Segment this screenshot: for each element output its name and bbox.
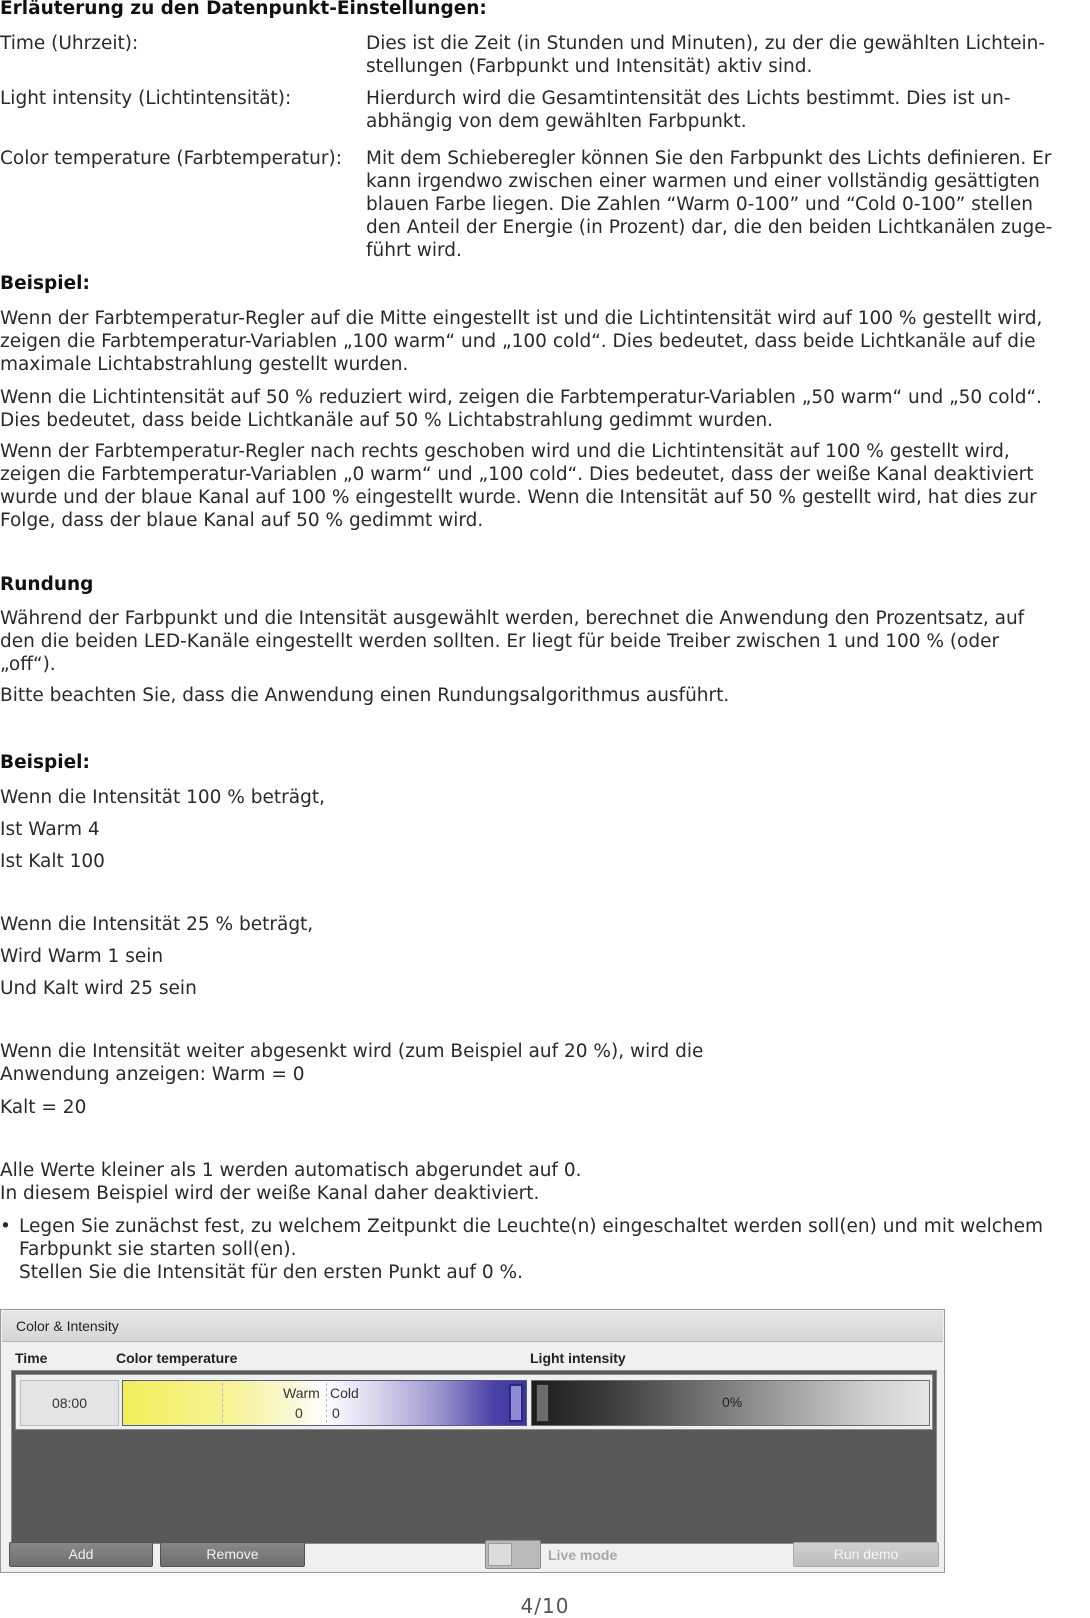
definition-line: Hierdurch wird die Gesamtintensität des Lichts bestimmt. Dies ist un- xyxy=(366,88,1011,109)
definition-line: abhängig von dem gewählten Farbpunkt. xyxy=(366,111,747,132)
gridline xyxy=(425,1383,426,1423)
color-temperature-slider[interactable] xyxy=(122,1380,527,1426)
cold-label: Cold xyxy=(330,1385,359,1401)
column-header-light-intensity: Light intensity xyxy=(530,1350,626,1366)
example2-line: Wenn die Intensität 100 % beträgt, xyxy=(0,787,325,808)
paragraph-line: Wenn die Lichtintensität auf 50 % reduziert wird, zeigen die Farbtemperatur-Variablen „50 warm“ und „50 cold“. xyxy=(0,387,1042,408)
paragraph-line: Folge, dass der blaue Kanal auf 50 % gedimmt wird. xyxy=(0,510,484,531)
page-number: 4/10 xyxy=(520,1594,570,1618)
light-intensity-handle[interactable] xyxy=(536,1384,549,1422)
gridline xyxy=(222,1383,223,1423)
term-color-temperature: Color temperature (Farbtemperatur): xyxy=(0,148,342,169)
cold-value: 0 xyxy=(332,1405,340,1421)
definition-line: kann irgendwo zwischen einer warmen und einer vollständig gesättigten xyxy=(366,171,1040,192)
instruction-bullet xyxy=(0,1215,1090,1287)
definition-line: den Anteil der Energie (in Prozent) dar, die den beiden Lichtkanälen zuge- xyxy=(366,217,1053,238)
example2-line: Alle Werte kleiner als 1 werden automatisch abgerundet auf 0. xyxy=(0,1160,582,1181)
live-mode-toggle[interactable] xyxy=(485,1540,541,1569)
datapoint-list xyxy=(11,1370,937,1544)
paragraph-line: maximale Lichtabstrahlung gestellt wurden. xyxy=(0,354,409,375)
bullet-text xyxy=(19,1215,1089,1284)
example-paragraph xyxy=(0,307,1090,376)
light-intensity-slider[interactable] xyxy=(531,1380,930,1426)
example2-line: Anwendung anzeigen: Warm = 0 xyxy=(0,1064,305,1085)
column-header-color-temperature: Color temperature xyxy=(116,1350,238,1366)
datapoint-row[interactable] xyxy=(15,1374,933,1430)
paragraph-line: zeigen die Farbtemperatur-Variablen „100 warm“ und „100 cold“. Dies bedeutet, dass beide Lichtkanäle auf die xyxy=(0,331,1036,352)
panel-title: Color & Intensity xyxy=(16,1318,119,1334)
example2-line: Wird Warm 1 sein xyxy=(0,946,164,967)
bullet-line: Farbpunkt sie starten soll(en). xyxy=(19,1239,297,1260)
example2-line: Wenn die Intensität weiter abgesenkt wird (zum Beispiel auf 20 %), wird die xyxy=(0,1041,704,1062)
panel-titlebar xyxy=(2,1311,943,1342)
definition-color-temperature xyxy=(366,147,1090,262)
paragraph-line: wurde und der blaue Kanal auf 100 % eingestellt wurde. Wenn die Intensität auf 50 % gestellt wird, hat dies zur xyxy=(0,487,1037,508)
definition-line: führt wird. xyxy=(366,240,462,261)
live-mode-label: Live mode xyxy=(548,1547,618,1563)
example-paragraph xyxy=(0,386,1090,432)
example-heading: Beispiel: xyxy=(0,273,90,294)
example2-heading: Beispiel: xyxy=(0,752,90,773)
definition-line: stellungen (Farbpunkt und Intensität) aktiv sind. xyxy=(366,56,813,77)
rounding-paragraph xyxy=(0,607,1090,676)
settings-heading: Erläuterung zu den Datenpunkt-Einstellungen: xyxy=(0,0,487,19)
warm-value: 0 xyxy=(295,1405,303,1421)
example2-line: Ist Kalt 100 xyxy=(0,851,105,872)
definition-light-intensity xyxy=(366,87,1090,133)
remove-button[interactable]: Remove xyxy=(160,1542,305,1567)
intensity-value: 0% xyxy=(722,1394,743,1410)
gridline xyxy=(326,1383,327,1423)
paragraph-line: Während der Farbpunkt und die Intensität ausgewählt werden, berechnet die Anwendung den Prozentsatz, auf xyxy=(0,608,1025,629)
example2-line: In diesem Beispiel wird der weiße Kanal daher deaktiviert. xyxy=(0,1183,540,1204)
paragraph-line: „off“). xyxy=(0,654,56,675)
add-button[interactable]: Add xyxy=(9,1542,153,1567)
term-light-intensity: Light intensity (Lichtintensität): xyxy=(0,88,292,109)
bullet-line: Stellen Sie die Intensität für den ersten Punkt auf 0 %. xyxy=(19,1262,523,1283)
definition-time xyxy=(366,32,1090,78)
example-paragraph xyxy=(0,440,1090,532)
bullet-line: Legen Sie zunächst fest, zu welchem Zeitpunkt die Leuchte(n) eingeschaltet werden soll(en) und mit welchem xyxy=(19,1216,1044,1237)
definition-line: Mit dem Schieberegler können Sie den Farbpunkt des Lichts definieren. Er xyxy=(366,148,1052,169)
time-field[interactable]: 08:00 xyxy=(20,1380,119,1426)
example2-line: Wenn die Intensität 25 % beträgt, xyxy=(0,914,314,935)
example2-line: Kalt = 20 xyxy=(0,1097,87,1118)
rounding-heading: Rundung xyxy=(0,574,94,595)
example2-line: Ist Warm 4 xyxy=(0,819,100,840)
paragraph-line: Wenn der Farbtemperatur-Regler auf die Mitte eingestellt ist und die Lichtintensität wird auf 100 % gestellt wird, xyxy=(0,308,1043,329)
paragraph-line: zeigen die Farbtemperatur-Variablen „0 warm“ und „100 cold“. Dies bedeutet, dass der weiße Kanal deaktiviert xyxy=(0,464,1034,485)
definition-line: blauen Farbe liegen. Die Zahlen “Warm 0-100” und “Cold 0-100” stellen xyxy=(366,194,1033,215)
term-time: Time (Uhrzeit): xyxy=(0,33,139,54)
warm-label: Warm xyxy=(283,1385,320,1401)
column-header-time: Time xyxy=(15,1350,48,1366)
rounding-note: Bitte beachten Sie, dass die Anwendung einen Rundungsalgorithmus ausführt. xyxy=(0,685,730,706)
color-temperature-handle[interactable] xyxy=(509,1384,523,1422)
color-intensity-panel xyxy=(0,1309,945,1573)
paragraph-line: den die beiden LED-Kanäle eingestellt werden sollten. Er liegt für beide Treiber zwischen 1 und 100 % (oder xyxy=(0,631,1000,652)
paragraph-line: Dies bedeutet, dass beide Lichtkanäle auf 50 % Lichtabstrahlung gedimmt wurden. xyxy=(0,410,774,431)
run-demo-button[interactable]: Run demo xyxy=(793,1542,939,1567)
example2-line: Und Kalt wird 25 sein xyxy=(0,978,197,999)
toggle-knob xyxy=(488,1543,512,1566)
bullet-icon: • xyxy=(0,1216,11,1237)
definition-line: Dies ist die Zeit (in Stunden und Minuten), zu der die gewählten Lichtein- xyxy=(366,33,1046,54)
paragraph-line: Wenn der Farbtemperatur-Regler nach rechts geschoben wird und die Lichtintensität auf 100 % gestellt wird, xyxy=(0,441,1010,462)
